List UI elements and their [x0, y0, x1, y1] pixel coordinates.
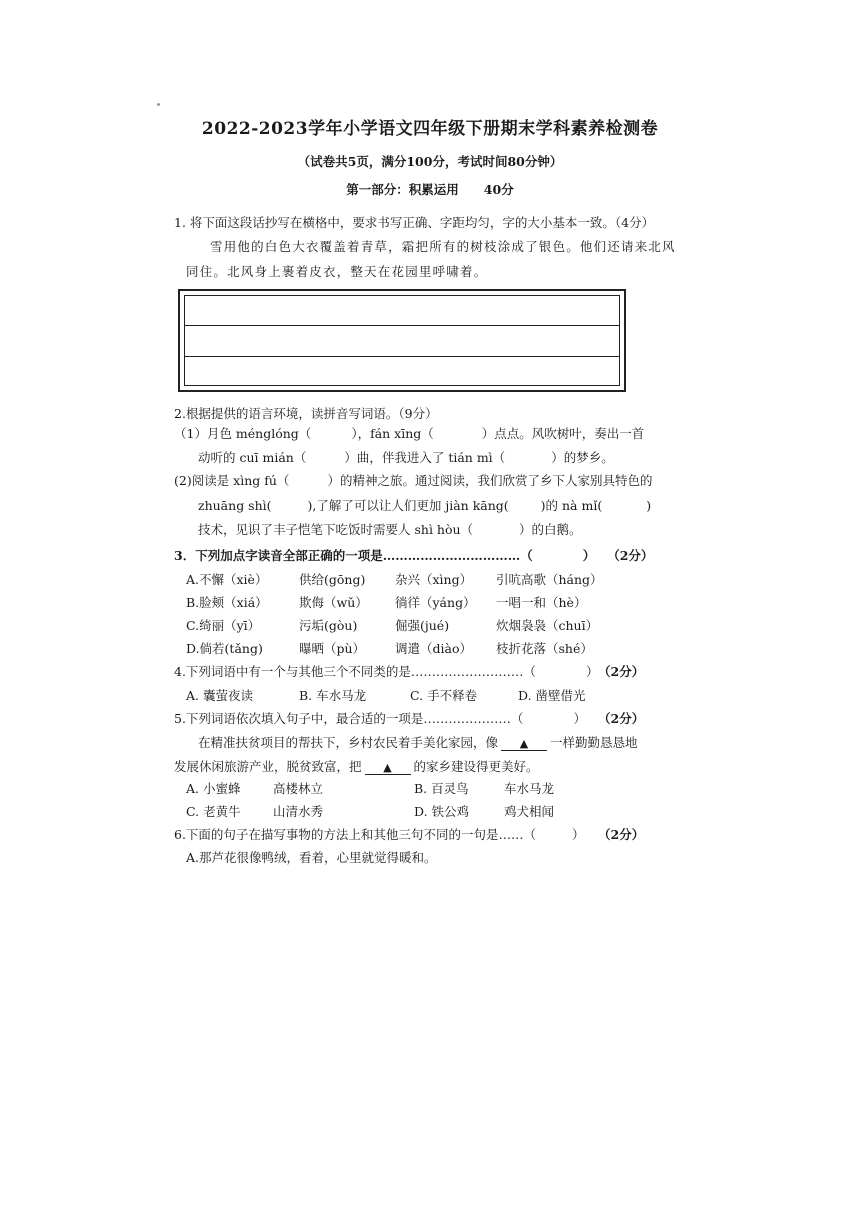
- q5-text: 在精准扶贫项目的帮扶下，乡村农民着手美化家园，像: [198, 735, 499, 750]
- q3-option: 炊烟袅袅（chuī）: [496, 618, 599, 633]
- q5-option-word: B. 百灵鸟: [414, 781, 469, 796]
- q2-text: ),了解了可以让人们更加 jiàn kāng(: [307, 498, 509, 513]
- q4-score: （2分）: [598, 664, 645, 679]
- q2-line5: [198, 520, 582, 538]
- q6-stem-text: 6.下面的句子在描写事物的方法上和其他三句: [174, 827, 424, 842]
- q4-stem: [174, 662, 598, 680]
- q2-text: (2)阅读是 xìng fú（: [174, 473, 290, 488]
- q3-stem-text: 3．下列加点字读音全部: [174, 548, 308, 563]
- q3-option: 调遣（diào）: [395, 641, 472, 656]
- q5-option-word: 山清水秀: [273, 804, 324, 819]
- q5-option-word: A. 小蜜蜂: [186, 781, 241, 796]
- q6-stem-text: ）: [571, 827, 585, 842]
- q4-option: D. 凿壁借光: [518, 688, 586, 703]
- q3-option: 污垢(gòu): [299, 618, 358, 633]
- q3-option: B.脸颊（xiá）: [186, 595, 268, 610]
- q2-text: ）点点。风吹树叶，奏出一首: [481, 426, 645, 441]
- q2-line4: [198, 496, 651, 514]
- q2-text: 动听的 cuī mián（: [198, 450, 307, 465]
- q4-option: C. 手不释卷: [410, 688, 478, 703]
- q3-option: A.不懈（xiè）: [186, 572, 268, 587]
- q4-option: B. 车水马龙: [299, 688, 367, 703]
- q3-stem-text: ）: [582, 548, 596, 563]
- q3-option: 倔强(jué): [395, 618, 450, 633]
- q5-text: 的家乡建设得更美好。: [413, 759, 539, 774]
- q3-option: 枝折花落（shé）: [496, 641, 593, 656]
- q5-option-word: C. 老黄牛: [186, 804, 241, 819]
- q3-option: 欺侮（wǔ）: [299, 595, 368, 610]
- q3-option: 一唱一和（hè）: [496, 595, 587, 610]
- q2-text: 技术，见识了丰子恺笔下吃饭时需要人 shì hòu（: [198, 522, 474, 537]
- q3-stem: [174, 546, 653, 564]
- q2-text: ): [646, 498, 652, 513]
- q5-stem: [174, 709, 586, 727]
- q2-text: ）的梦乡。: [551, 450, 614, 465]
- copy-grid-inner: [184, 295, 620, 386]
- q5-option-word: D. 铁公鸡: [414, 804, 470, 819]
- q5-sentence-line1: [198, 733, 638, 751]
- copy-grid-line: [185, 356, 619, 357]
- q3-option: 引吭高歌（háng）: [496, 572, 603, 587]
- q2-line2: [198, 448, 614, 466]
- q6-stem: [174, 825, 584, 843]
- copy-grid-line: [185, 325, 619, 326]
- part-heading: 第一部分：积累运用 40分: [346, 182, 514, 197]
- q3-stem-text: 正确的一项是……………………………（: [307, 548, 533, 563]
- copy-grid: [178, 289, 626, 392]
- q5-text: 发展休闲旅游产业，脱贫致富，把: [174, 759, 362, 774]
- q5-stem-text: 5.下列词语依次填入句子中，最合适的一项是…………………（: [174, 711, 524, 726]
- q4-option: A. 囊萤夜读: [186, 688, 253, 703]
- q1-passage-line2: 同住。北风身上裹着皮衣，整天在花园里呼啸着。: [186, 264, 488, 279]
- q6-option-a: A.那芦花很像鸭绒，看着，心里就觉得暖和。: [186, 850, 437, 865]
- q5-option-word: 车水马龙: [504, 781, 555, 796]
- q5-stem-text: ）: [573, 711, 586, 726]
- q2-text: ）的精神之旅。通过阅读，我们欣赏了乡下人家别具特色的: [327, 473, 653, 488]
- q4-stem-text: 4.下列词语中有一个与其他三个不同类的是………………………（: [174, 664, 536, 679]
- q2-text: ）曲，伴我进入了 tián mì（: [344, 450, 506, 465]
- q5-score: （2分）: [598, 711, 645, 726]
- q6-stem-text: 不同的一句是……（: [423, 827, 536, 842]
- q2-text: ）的白鹅。: [519, 522, 582, 537]
- q2-line1: [174, 424, 644, 442]
- fill-blank[interactable]: ▲: [365, 761, 411, 775]
- q3-option: 曝晒（pù）: [299, 641, 366, 656]
- q5-option-word: 高楼林立: [273, 781, 324, 796]
- q4-stem-text: ）: [585, 664, 599, 679]
- q3-option: D.倘若(tǎng): [186, 641, 263, 656]
- q5-sentence-line2: [174, 757, 539, 775]
- q1-passage-line1: 雪用他的白色大衣覆盖着青草，霜把所有的树枝涂成了银色。他们还请来北风: [210, 239, 676, 254]
- q6-score: （2分）: [598, 827, 645, 842]
- q2-text: （1）月色 ménglóng（: [174, 426, 312, 441]
- q2-line3: [174, 471, 652, 489]
- q2-stem: 2.根据提供的语言环境，读拼音写词语。（9分）: [174, 406, 438, 421]
- q3-option: 徜徉（yáng）: [395, 595, 476, 610]
- q2-text: zhuāng shì(: [198, 498, 272, 513]
- q3-option: C.绮丽（yī）: [186, 618, 261, 633]
- fill-blank[interactable]: ▲: [501, 737, 547, 751]
- q2-text: )的 nà mǐ(: [540, 498, 603, 513]
- q3-score: （2分）: [607, 548, 654, 563]
- scan-speck: [157, 103, 160, 106]
- q5-option-word: 鸡犬相闻: [504, 804, 555, 819]
- exam-info: （试卷共5页，满分100分，考试时间80分钟）: [297, 154, 563, 169]
- q1-stem: 1. 将下面这段话抄写在横格中，要求书写正确、字距均匀，字的大小基本一致。（4分）: [174, 215, 655, 230]
- q2-text: ），fán xīng（: [351, 426, 434, 441]
- q3-option: 杂兴（xìng）: [395, 572, 473, 587]
- q5-text: 一样勤勤恳恳地: [550, 735, 638, 750]
- q3-option: 供给(gōng): [299, 572, 366, 587]
- exam-title: 2022-2023学年小学语文四年级下册期末学科素养检测卷: [201, 119, 659, 139]
